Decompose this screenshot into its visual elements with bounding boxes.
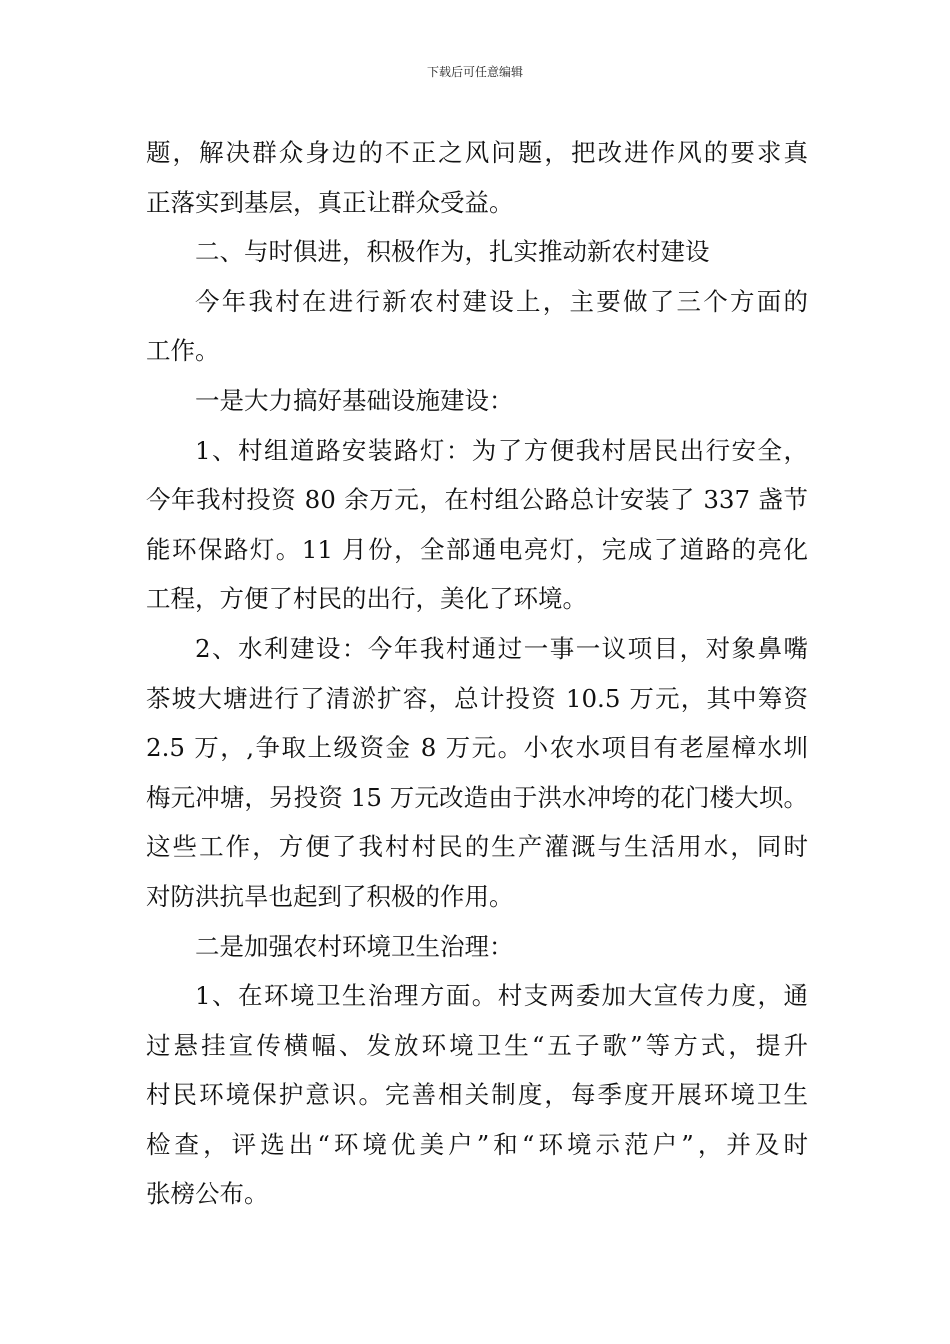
text-line: 过悬挂宣传横幅、发放环境卫生“五子歌”等方式，提升 — [146, 1030, 808, 1060]
text-line: 工作。 — [146, 336, 220, 366]
text-line: 今年我村投资 80 余万元，在村组公路总计安装了 337 盏节 — [146, 485, 808, 515]
text-line: 张榜公布。 — [146, 1179, 269, 1209]
text-line: 二、与时俱进，积极作为，扎实推动新农村建设 — [195, 237, 710, 267]
text-line: 1、在环境卫生治理方面。村支两委加大宣传力度，通 — [195, 981, 808, 1011]
text-line: 村民环境保护意识。完善相关制度，每季度开展环境卫生 — [146, 1080, 808, 1110]
text-line: 今年我村在进行新农村建设上，主要做了三个方面的 — [195, 286, 808, 316]
text-line: 茶坡大塘进行了清淤扩容，总计投资 10.5 万元，其中筹资 — [146, 683, 808, 713]
text-line: 二是加强农村环境卫生治理： — [195, 931, 514, 961]
text-line: 这些工作，方便了我村村民的生产灌溉与生活用水，同时 — [146, 832, 808, 862]
page-header: 下载后可任意编辑 — [426, 65, 523, 79]
text-line: 检查，评选出“环境优美户”和“环境示范户”，并及时 — [146, 1129, 808, 1159]
text-line: 工程，方便了村民的出行，美化了环境。 — [146, 584, 587, 614]
text-line: 能环保路灯。11 月份，全部通电亮灯，完成了道路的亮化 — [146, 534, 808, 564]
text-line: 梅元冲塘，另投资 15 万元改造由于洪水冲垮的花门楼大坝。 — [146, 782, 808, 812]
text-line: 1、村组道路安装路灯：为了方便我村居民出行安全， — [195, 435, 808, 465]
document-body — [146, 128, 808, 1219]
text-line: 2、水利建设：今年我村通过一事一议项目，对象鼻嘴 — [195, 633, 808, 663]
text-line: 对防洪抗旱也起到了积极的作用。 — [146, 881, 514, 911]
text-line: 一是大力搞好基础设施建设： — [195, 385, 514, 415]
text-line: 题，解决群众身边的不正之风问题，把改进作风的要求真 — [146, 138, 808, 167]
text-line: 正落实到基层，真正让群众受益。 — [146, 187, 514, 217]
text-line: 2.5 万，,争取上级资金 8 万元。小农水项目有老屋樟水圳 — [146, 733, 808, 763]
